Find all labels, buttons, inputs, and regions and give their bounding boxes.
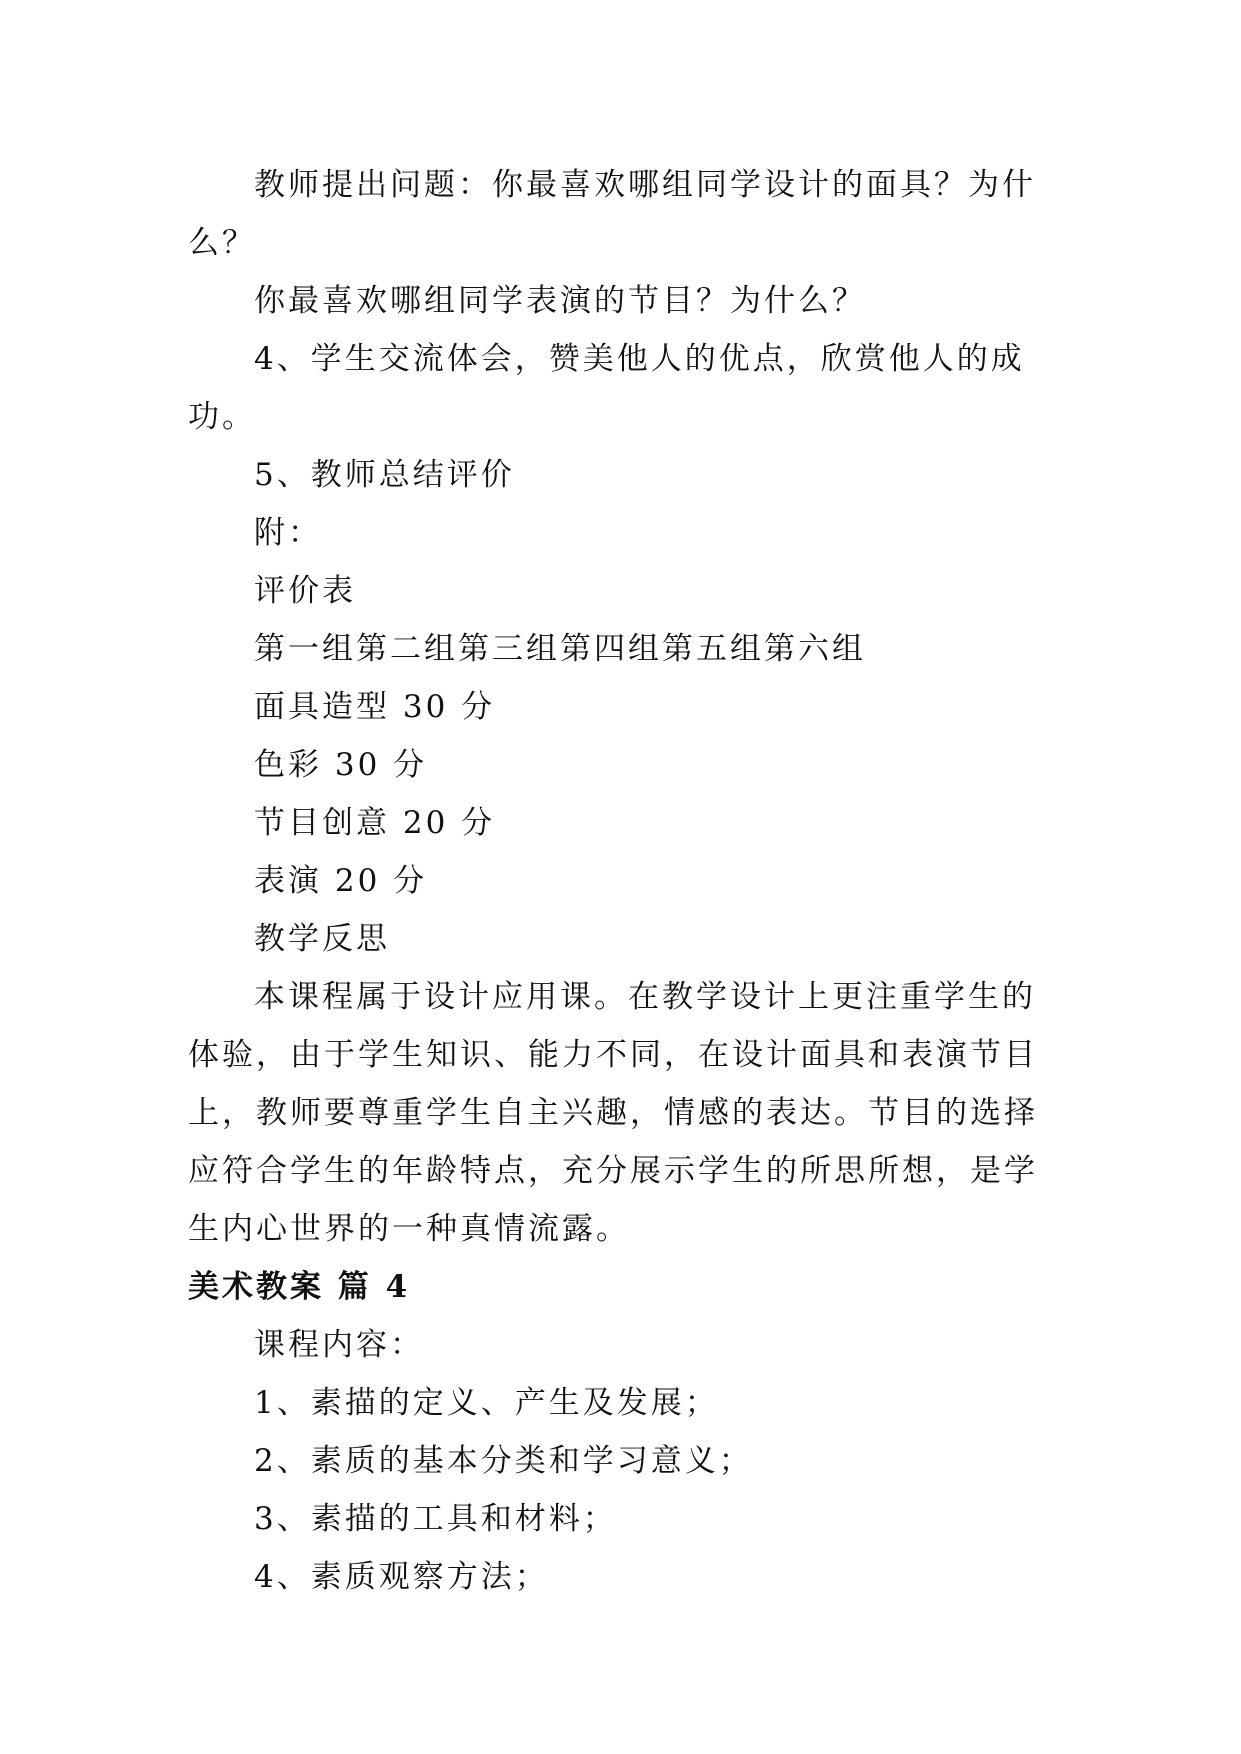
- paragraph-question-masks: 教师提出问题：你最喜欢哪组同学设计的面具？为什么？: [188, 167, 1036, 261]
- paragraph-course-content-title: 课程内容：: [254, 1327, 424, 1363]
- paragraph-teaching-reflection-title: 教学反思: [254, 921, 390, 957]
- document-body: [188, 156, 1068, 1606]
- paragraph-criterion-color: 色彩 30 分: [254, 747, 428, 783]
- paragraph-evaluation-table-title: 评价表: [254, 573, 356, 609]
- paragraph-groups-row: 第一组第二组第三组第四组第五组第六组: [254, 631, 866, 667]
- section-heading: 美术教案 篇 4: [188, 1269, 411, 1305]
- paragraph-course-item-2: 2、素质的基本分类和学习意义；: [254, 1443, 753, 1479]
- paragraph-criterion-performance: 表演 20 分: [254, 863, 428, 899]
- paragraph-step-4: 4、学生交流体会，赞美他人的优点，欣赏他人的成功。: [188, 341, 1025, 435]
- paragraph-appendix: 附：: [254, 515, 322, 551]
- paragraph-step-5: 5、教师总结评价: [254, 457, 515, 493]
- paragraph-course-item-3: 3、素描的工具和材料；: [254, 1501, 617, 1537]
- paragraph-question-performance: 你最喜欢哪组同学表演的节目？为什么？: [254, 283, 866, 319]
- paragraph-criterion-mask-shape: 面具造型 30 分: [254, 689, 496, 725]
- paragraph-course-item-1: 1、素描的定义、产生及发展；: [254, 1385, 719, 1421]
- paragraph-criterion-creativity: 节目创意 20 分: [254, 805, 496, 841]
- paragraph-course-item-4: 4、素质观察方法；: [254, 1559, 549, 1595]
- paragraph-teaching-reflection-body: 本课程属于设计应用课。在教学设计上更注重学生的体验，由于学生知识、能力不同，在设计面具和表演节目上，教师要尊重学生自主兴趣，情感的表达。节目的选择应符合学生的年龄特点，充分展示学生的所思所想，是学生内心世界的一种真情流露。: [188, 979, 1038, 1247]
